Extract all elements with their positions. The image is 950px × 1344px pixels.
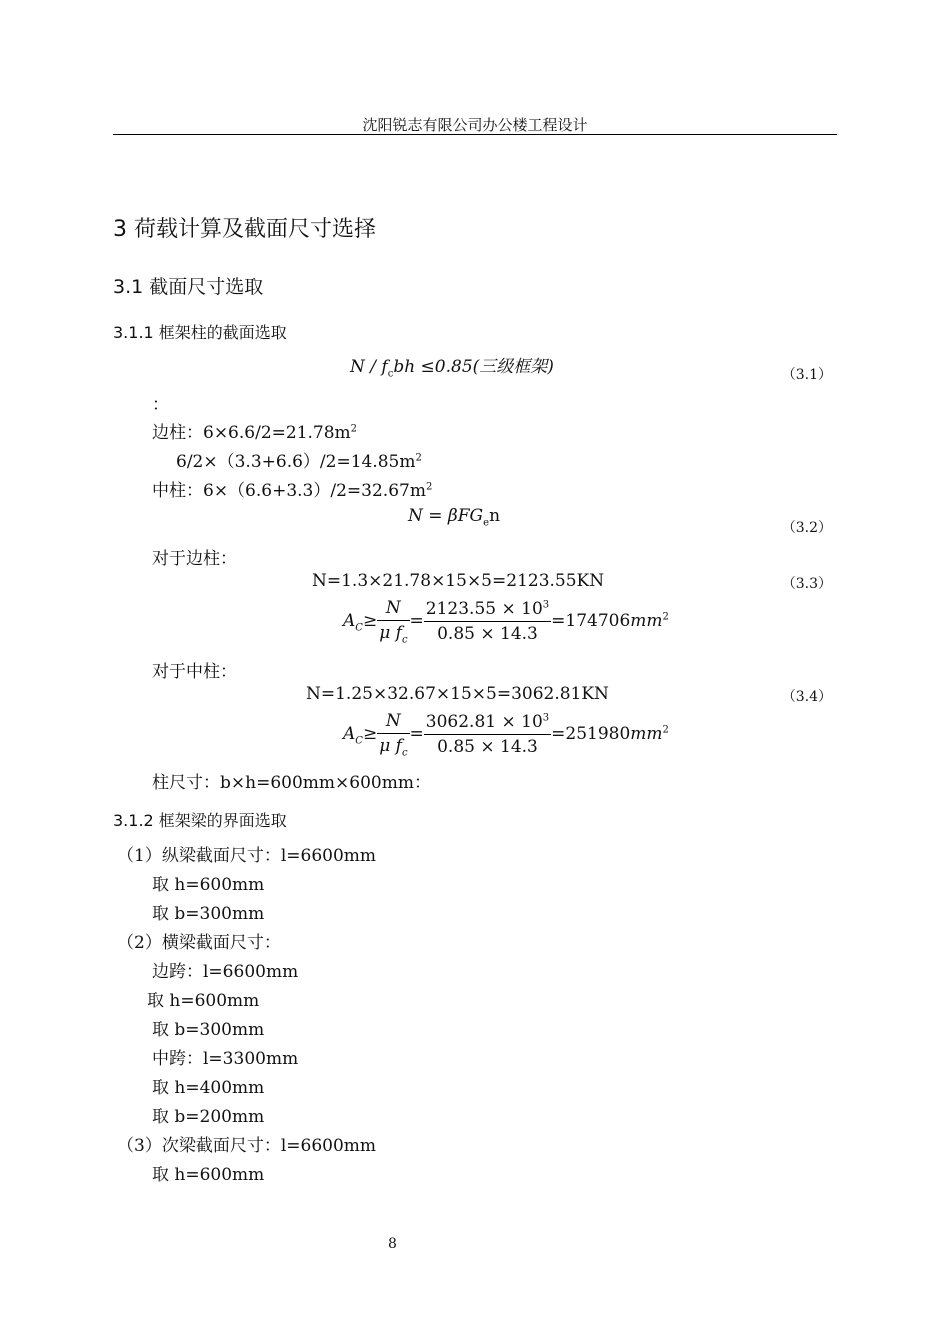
for-middle-column: 对于中柱： — [152, 662, 237, 682]
area-inequality-edge: $A_C\ge$ $\frac{N}{\mu f_c}$ = $\frac{2123.55 \times 10^3}{0.85 \times 14.3}$ $=174706mm^2$ — [343, 598, 669, 646]
fraction-values — [424, 712, 551, 757]
mu-sub: c — [401, 634, 408, 646]
unit: mm — [630, 724, 663, 745]
equation-number: （3.2） — [781, 520, 832, 536]
edge-column-text: 边柱：6×6.6/2=21.78m — [152, 423, 351, 443]
sq-sup: 2 — [425, 481, 433, 493]
colon: ： — [152, 395, 169, 415]
ac-sub: C — [355, 622, 363, 634]
mu-f: μ f — [379, 623, 402, 643]
beam-line: 取 h=600mm — [147, 991, 260, 1011]
column-size: 柱尺寸：b×h=600mm×600mm： — [152, 773, 431, 793]
header-rule — [113, 134, 837, 135]
result: =251980 — [551, 724, 631, 745]
equation-3-3: N=1.3×21.78×15×5=2123.55KN — [312, 571, 605, 591]
eq-sub: e — [483, 517, 490, 529]
sq-sup: 2 — [415, 452, 422, 464]
num-sup: 3 — [542, 599, 550, 611]
beam-line: 取 b=300mm — [152, 1020, 265, 1040]
area-inequality-middle: $A_C\ge$ $\frac{N}{\mu f_c}$ = $\frac{3062.81 \times 10^3}{0.85 \times 14.3}$ $=251980mm^2$ — [343, 711, 669, 759]
edge-column-area-2 — [176, 447, 422, 472]
ac-sub: C — [355, 735, 363, 747]
mu-f: μ f — [379, 736, 402, 756]
eq-lhs: N / f — [350, 357, 388, 377]
equation-number: （3.3） — [781, 576, 832, 592]
eq-text: N = βFG — [408, 506, 484, 526]
numerator-value — [424, 599, 551, 622]
ac-symbol: A — [343, 611, 356, 632]
equation-3-1 — [350, 352, 554, 379]
numerator-n: N — [377, 598, 409, 621]
beam-line: 取 b=300mm — [152, 904, 265, 924]
beam-line: （2）横梁截面尺寸： — [117, 933, 281, 953]
beam-line: （3）次梁截面尺寸：l=6600mm — [117, 1136, 377, 1156]
beam-line: 取 b=200mm — [152, 1107, 265, 1127]
geq: ≥ — [362, 611, 378, 632]
equation-3-4: N=1.25×32.67×15×5=3062.81KN — [306, 684, 609, 704]
equation-number: （3.4） — [781, 689, 832, 705]
result: =174706 — [551, 611, 631, 632]
page-number: 8 — [388, 1236, 397, 1252]
denominator-muf — [377, 734, 409, 758]
eq-rhs: bh ≤0.85(三级框架) — [393, 357, 554, 377]
chapter-heading: 3 荷载计算及截面尺寸选择 — [113, 217, 376, 242]
edge-column-text-2: 6/2×（3.3+6.6）/2=14.85m — [176, 452, 416, 472]
unit-sup: 2 — [662, 611, 669, 623]
eq-sub: c — [387, 368, 394, 380]
equation-3-2 — [408, 506, 500, 528]
beam-line: 取 h=600mm — [152, 875, 265, 895]
subsection-heading-1: 3.1.1 框架柱的截面选取 — [113, 323, 287, 342]
equation-number: （3.1） — [781, 367, 832, 383]
ac-symbol: A — [343, 724, 356, 745]
numerator-n: N — [377, 711, 409, 734]
num-sup: 3 — [542, 712, 550, 724]
beam-line: 取 h=400mm — [152, 1078, 265, 1098]
geq: ≥ — [362, 724, 378, 745]
denominator-value: 0.85 × 14.3 — [437, 737, 538, 758]
unit: mm — [630, 611, 663, 632]
sq-sup: 2 — [350, 423, 358, 435]
running-header: 沈阳锐志有限公司办公楼工程设计 — [362, 116, 588, 134]
fraction-n-over-muf — [377, 711, 409, 758]
middle-column-area — [152, 476, 432, 501]
beam-line: （1）纵梁截面尺寸：l=6600mm — [117, 846, 377, 866]
fraction-n-over-muf — [377, 598, 409, 645]
edge-column-area — [152, 418, 357, 443]
beam-line: 中跨：l=3300mm — [152, 1049, 299, 1069]
denominator-muf — [377, 621, 409, 645]
beam-line: 边跨：l=6600mm — [152, 962, 299, 982]
denominator-value: 0.85 × 14.3 — [437, 624, 538, 645]
num-text: 3062.81 × 10 — [425, 712, 543, 733]
fraction-values — [424, 599, 551, 644]
beam-line: 取 h=600mm — [152, 1165, 265, 1185]
eq-tail: n — [489, 506, 501, 526]
mu-sub: c — [401, 747, 408, 759]
num-text: 2123.55 × 10 — [425, 599, 543, 620]
unit-sup: 2 — [662, 724, 669, 736]
subsection-heading-2: 3.1.2 框架梁的界面选取 — [113, 811, 287, 830]
middle-column-text: 中柱：6×（6.6+3.3）/2=32.67m — [152, 481, 426, 501]
numerator-value — [424, 712, 551, 735]
for-edge-column: 对于边柱： — [152, 549, 237, 569]
section-heading: 3.1 截面尺寸选取 — [113, 276, 264, 298]
